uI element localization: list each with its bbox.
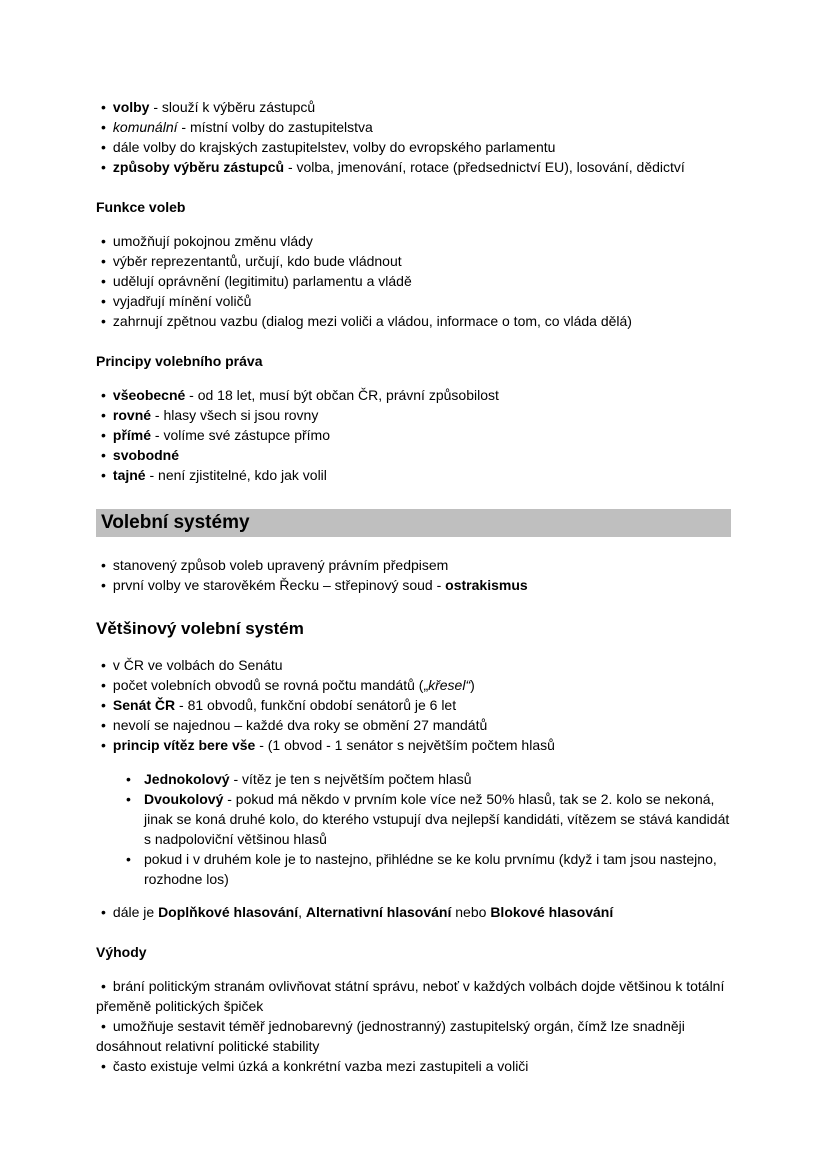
text-segment: Blokové hlasování xyxy=(490,904,614,920)
list-item-text xyxy=(113,313,632,329)
list-item-text xyxy=(144,851,717,887)
text-segment: způsoby výběru zástupců xyxy=(112,159,285,175)
paragraph-heading: Výhody xyxy=(96,944,147,960)
list-item xyxy=(96,1056,731,1076)
bullet-icon: • xyxy=(101,717,106,733)
list-item-text xyxy=(113,577,528,593)
list-item xyxy=(96,675,731,695)
text-segment: umožňuje sestavit téměř jednobarevný (jednostranný) zastupitelský orgán, čímž lze snadněji dosáhnout relativní politické stability xyxy=(96,1018,685,1054)
text-segment: Alternativní hlasování xyxy=(305,904,452,920)
bullet-icon: • xyxy=(101,313,106,329)
list-item-text xyxy=(96,978,724,1014)
list-item xyxy=(122,769,731,789)
bullet-list xyxy=(96,976,731,1076)
bullet-icon: • xyxy=(101,273,106,289)
text-segment: - (1 obvod - 1 senátor s největším počtem hlasů xyxy=(255,737,555,753)
list-item xyxy=(96,735,731,755)
list-item-text xyxy=(144,791,729,847)
text-segment: výběr reprezentantů, určují, kdo bude vládnout xyxy=(112,253,402,269)
list-item xyxy=(96,465,731,485)
bullet-icon: • xyxy=(101,387,106,403)
bullet-list xyxy=(96,385,731,485)
text-segment: v ČR ve volbách do Senátu xyxy=(112,657,283,673)
paragraph-heading: Funkce voleb xyxy=(96,199,186,215)
text-segment: první volby ve starověkém Řecku – střepinový soud - xyxy=(112,577,446,593)
text-segment: - volba, jmenování, rotace (předsednictví EU), losování, dědictví xyxy=(284,159,685,175)
text-segment: - od 18 let, musí být občan ČR, právní způsobilost xyxy=(185,387,499,403)
text-segment: - 81 obvodů, funkční období senátorů je 6 let xyxy=(175,697,457,713)
text-segment: svobodné xyxy=(112,447,180,463)
bullet-icon: • xyxy=(126,771,131,787)
list-item xyxy=(96,1016,731,1056)
list-item xyxy=(96,405,731,425)
list-item-text xyxy=(113,293,252,309)
list-item xyxy=(96,291,731,311)
text-segment: - vítěz je ten s největším počtem hlasů xyxy=(229,771,472,787)
list-item xyxy=(96,902,731,922)
list-item-text xyxy=(113,467,327,483)
bullet-icon: • xyxy=(101,577,106,593)
text-segment: nevolí se najednou – každé dva roky se obmění 27 mandátů xyxy=(112,717,488,733)
bullet-list xyxy=(96,555,731,595)
list-item xyxy=(96,97,731,117)
list-item xyxy=(96,157,731,177)
text-segment: dále volby do krajských zastupitelstev, volby do evropského parlamentu xyxy=(112,139,556,155)
list-item-text xyxy=(144,771,472,787)
bullet-icon: • xyxy=(101,657,106,673)
list-item-text xyxy=(113,99,315,115)
list-item xyxy=(96,445,731,465)
list-item-text xyxy=(113,1058,529,1074)
list-item xyxy=(96,137,731,157)
list-item-text xyxy=(113,904,613,920)
text-segment: Jednokolový xyxy=(144,771,230,787)
text-segment: volby xyxy=(112,99,150,115)
list-item-text xyxy=(113,737,555,753)
text-segment: princip vítěz bere vše xyxy=(112,737,256,753)
text-segment: křesel“ xyxy=(428,677,471,693)
list-item-text xyxy=(113,253,402,269)
bullet-list xyxy=(96,231,731,331)
list-item-text xyxy=(113,657,283,673)
list-item-text xyxy=(113,427,330,443)
bullet-icon: • xyxy=(101,904,106,920)
list-item-text xyxy=(113,387,499,403)
bullet-icon: • xyxy=(101,427,106,443)
list-item xyxy=(96,117,731,137)
text-segment: vyjadřují mínění voličů xyxy=(112,293,252,309)
text-segment: ostrakismus xyxy=(445,577,528,593)
list-item-text xyxy=(113,677,475,693)
list-item-text xyxy=(113,139,556,155)
text-segment: tajné xyxy=(112,467,146,483)
bullet-list xyxy=(96,97,731,177)
list-item xyxy=(96,715,731,735)
list-item xyxy=(96,575,731,595)
list-item-text xyxy=(113,159,685,175)
bullet-icon: • xyxy=(101,119,106,135)
list-item xyxy=(96,655,731,675)
bullet-icon: • xyxy=(101,467,106,483)
list-item xyxy=(96,231,731,251)
list-item xyxy=(96,555,731,575)
list-item-text xyxy=(113,717,487,733)
list-item-text xyxy=(113,233,313,249)
text-segment: dále je xyxy=(112,904,159,920)
bullet-icon: • xyxy=(101,233,106,249)
list-item xyxy=(96,976,731,1016)
list-item xyxy=(122,789,731,849)
text-segment: - hlasy všech si jsou rovny xyxy=(151,407,319,423)
paragraph-heading: Principy volebního práva xyxy=(96,353,263,369)
text-segment: přímé xyxy=(112,427,152,443)
list-item-text xyxy=(96,1018,685,1054)
text-segment: - volíme své zástupce přímo xyxy=(151,427,330,443)
bullet-icon: • xyxy=(101,139,106,155)
list-item xyxy=(96,385,731,405)
text-segment: rovné xyxy=(112,407,152,423)
bullet-icon: • xyxy=(101,697,106,713)
list-item xyxy=(96,311,731,331)
text-segment: udělují oprávnění (legitimitu) parlamentu a vládě xyxy=(112,273,412,289)
text-segment: - místní volby do zastupitelstva xyxy=(177,119,373,135)
bullet-icon: • xyxy=(101,737,106,753)
bullet-list xyxy=(96,902,731,922)
list-item-text xyxy=(113,119,373,135)
text-segment: brání politickým stranám ovlivňovat státní správu, neboť v každých volbách dojde většinou k totální přeměně politických špiček xyxy=(96,978,725,1014)
bullet-icon: • xyxy=(101,557,106,573)
text-segment: ) xyxy=(470,677,475,693)
text-segment: - pokud má někdo v prvním kole více než 50% hlasů, tak se 2. kolo se nekoná, jinak se koná druhé kolo, do kterého vstupují dva nejlepší kandidáti, vítězem se stává kandidát s nadpoloviční většinou hlasů xyxy=(144,791,730,847)
text-segment: umožňují pokojnou změnu vlády xyxy=(112,233,313,249)
text-segment: nebo xyxy=(451,904,491,920)
text-segment: pokud i v druhém kole je to nastejno, přihlédne se ke kolu prvnímu (když i tam jsou nastejno, rozhodne los) xyxy=(144,851,717,887)
bullet-icon: • xyxy=(101,253,106,269)
document-body xyxy=(96,97,731,1076)
text-segment: komunální xyxy=(112,119,178,135)
list-item-text xyxy=(113,697,456,713)
list-item xyxy=(96,271,731,291)
text-segment: stanovený způsob voleb upravený právním předpisem xyxy=(112,557,449,573)
bullet-icon: • xyxy=(101,677,106,693)
bullet-icon: • xyxy=(101,159,106,175)
list-item xyxy=(96,695,731,715)
bullet-icon: • xyxy=(126,851,131,867)
list-item-text xyxy=(113,273,412,289)
text-segment: - slouží k výběru zástupců xyxy=(149,99,316,115)
bullet-list xyxy=(96,655,731,755)
bullet-icon: • xyxy=(101,1058,106,1074)
list-item-text xyxy=(113,447,179,463)
list-item xyxy=(96,425,731,445)
text-segment: zahrnují zpětnou vazbu (dialog mezi voliči a vládou, informace o tom, co vláda dělá) xyxy=(112,313,632,329)
list-item-text xyxy=(113,407,318,423)
text-segment: Senát ČR xyxy=(112,697,176,713)
bullet-icon: • xyxy=(101,293,106,309)
bullet-icon: • xyxy=(101,978,106,994)
text-segment: - není zjistitelné, kdo jak volil xyxy=(145,467,327,483)
list-item xyxy=(96,251,731,271)
list-item-text xyxy=(113,557,448,573)
section-title-band: Volební systémy xyxy=(96,509,731,537)
subsection-title: Většinový volební systém xyxy=(96,619,304,638)
text-segment: Doplňkové hlasování xyxy=(158,904,299,920)
bullet-icon: • xyxy=(126,791,131,807)
text-segment: , xyxy=(298,904,306,920)
bullet-icon: • xyxy=(101,407,106,423)
text-segment: počet volebních obvodů se rovná počtu mandátů („ xyxy=(112,677,429,693)
list-item xyxy=(122,849,731,889)
text-segment: Dvoukolový xyxy=(144,791,224,807)
sub-bullet-list xyxy=(96,769,731,889)
text-segment: často existuje velmi úzká a konkrétní vazba mezi zastupiteli a voliči xyxy=(112,1058,529,1074)
bullet-icon: • xyxy=(101,99,106,115)
text-segment: všeobecné xyxy=(112,387,186,403)
bullet-icon: • xyxy=(101,447,106,463)
bullet-icon: • xyxy=(101,1018,106,1034)
